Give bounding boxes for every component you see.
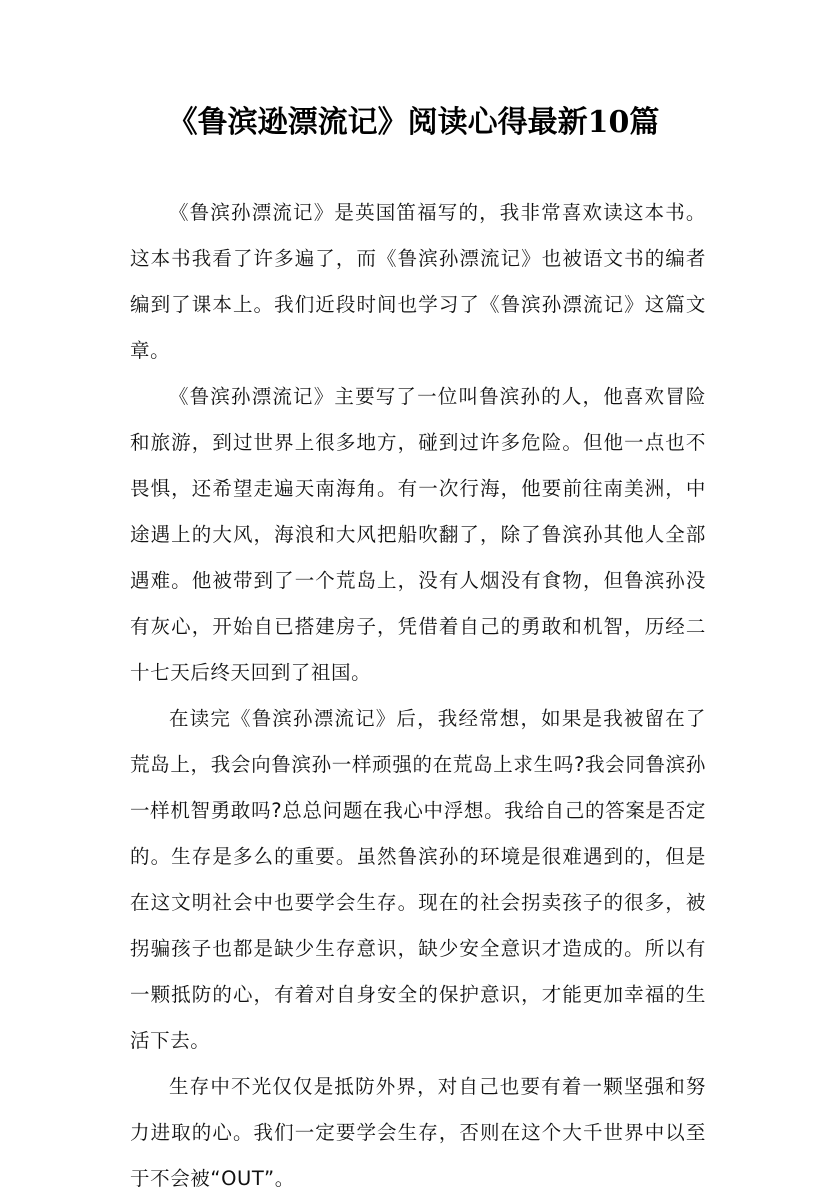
document-title: 《鲁滨逊漂流记》阅读心得最新10篇: [167, 105, 660, 140]
paragraph-4: 生存中不光仅仅是抵防外界，对自己也要有着一颗坚强和努力进取的心。我们一定要学会生存，否则在这个大千世界中以至于不会被“OUT”。: [130, 1075, 706, 1190]
paragraph-3: 在读完《鲁滨孙漂流记》后，我经常想，如果是我被留在了荒岛上，我会向鲁滨孙一样顽强的在荒岛上求生吗?我会同鲁滨孙一样机智勇敢吗?总总问题在我心中浮想。我给自己的答案是否定的。生存是多么的重要。虽然鲁滨孙的环境是很难遇到的，但是在这文明社会中也要学会生存。现在的社会拐卖孩子的很多，被拐骗孩子也都是缺少生存意识，缺少安全意识才造成的。所以有一颗抵防的心，有着对自身安全的保护意识，才能更加幸福的生活下去。: [130, 707, 706, 1052]
paragraph-2: 《鲁滨孙漂流记》主要写了一位叫鲁滨孙的人，他喜欢冒险和旅游，到过世界上很多地方，碰到过许多危险。但他一点也不畏惧，还希望走遍天南海角。有一次行海，他要前往南美洲，中途遇上的大风，海浪和大风把船吹翻了，除了鲁滨孙其他人全部遇难。他被带到了一个荒岛上，没有人烟没有食物，但鲁滨孙没有灰心，开始自已搭建房子，凭借着自己的勇敢和机智，历经二十七天后终天回到了祖国。: [130, 385, 706, 684]
paragraph-1: 《鲁滨孙漂流记》是英国笛福写的，我非常喜欢读这本书。这本书我看了许多遍了，而《鲁滨孙漂流记》也被语文书的编者编到了课本上。我们近段时间也学习了《鲁滨孙漂流记》这篇文章。: [130, 201, 706, 362]
document-body: [130, 190, 706, 1202]
